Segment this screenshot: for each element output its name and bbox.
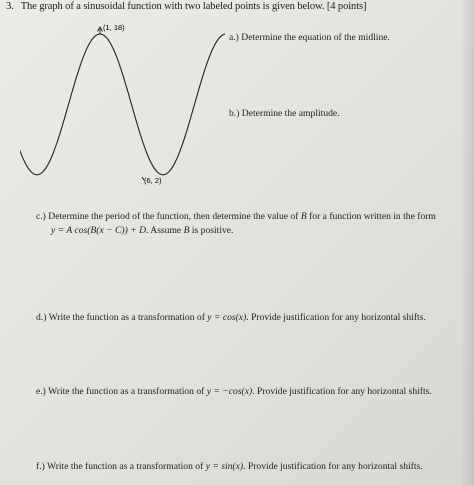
part-d-label: d.) [36,312,47,323]
part-d-text-2: . Provide justification for any horizontal shifts. [246,312,426,323]
part-c-text-2: for a function written in the form [306,211,436,222]
part-e-text-2: . Provide justification for any horizontal shifts. [252,386,432,397]
part-c-text-1: Determine the period of the function, then determine the value of [48,211,301,222]
part-e-formula: y = −cos(x) [206,386,253,397]
part-b-label: b.) [229,108,240,119]
part-e-text-1: Write the function as a transformation of [48,386,207,397]
part-d-formula: y = cos(x) [207,312,247,323]
part-b [229,108,340,119]
part-e-label: e.) [36,386,46,397]
part-c-text-4: is positive. [189,225,234,236]
page-edge-shadow [460,0,474,485]
part-a-label: a.) [229,32,239,43]
question-text: The graph of a sinusoidal function with two labeled points is given below. [4 points] [20,1,367,12]
question-title [6,1,366,12]
part-c-line2 [51,225,233,236]
part-a-text: Determine the equation of the midline. [241,32,390,43]
part-f-label: f.) [36,461,45,472]
part-c-label: c.) [36,211,46,222]
part-f-formula: y = sin(x) [205,461,244,472]
sinusoid-curve [20,34,225,175]
part-f-text-2: . Provide justification for any horizontal shifts. [243,461,423,472]
min-point-label: (6, 2) [144,176,162,185]
part-f [36,461,423,472]
part-a [229,32,390,43]
question-number: 3. [6,1,14,12]
part-d-text-1: Write the function as a transformation of [48,312,208,323]
part-c-var-b: B [300,211,307,222]
part-d [36,312,426,323]
part-c-line1 [36,211,436,222]
part-c-formula: y = A cos(B(x − C)) + D [51,225,146,236]
part-b-text: Determine the amplitude. [241,108,340,119]
max-point-label: (1, 18) [103,23,125,32]
part-c-var-b-2: B [183,225,190,236]
part-e [36,386,432,397]
part-f-text-1: Write the function as a transformation of [47,461,206,472]
part-c-text-3: . Assume [146,225,184,236]
sinusoid-graph [20,18,225,193]
